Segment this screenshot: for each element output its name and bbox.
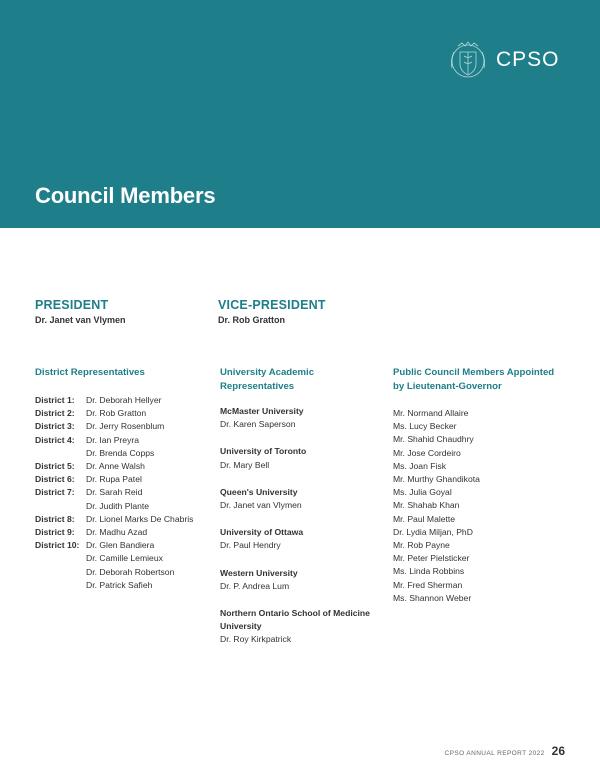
district-member-name: Dr. Jerry Rosenblum xyxy=(86,421,165,432)
district-member-name: Dr. Rob Gratton xyxy=(86,408,147,419)
district-row xyxy=(35,434,210,447)
district-label: District 5: xyxy=(35,461,75,472)
president-block xyxy=(35,298,126,325)
district-row xyxy=(35,526,210,539)
district-label: District 7: xyxy=(35,487,75,498)
university-block xyxy=(220,607,385,647)
district-label xyxy=(35,566,86,579)
district-member-name: Dr. Judith Plante xyxy=(86,500,150,511)
district-row xyxy=(35,552,210,565)
district-label xyxy=(35,552,86,565)
public-member-name: Mr. Shahab Khan xyxy=(393,500,460,511)
public-members-column xyxy=(393,366,573,605)
university-list xyxy=(220,405,385,647)
academic-heading-line2: Representatives xyxy=(220,381,295,392)
academic-representatives-column xyxy=(220,366,385,647)
district-member-name: Dr. Glen Bandiera xyxy=(86,540,155,551)
district-member-name: Dr. Sarah Reid xyxy=(86,487,143,498)
district-row xyxy=(35,539,210,552)
district-row xyxy=(35,407,210,420)
university-representative-name: Dr. P. Andrea Lum xyxy=(220,580,290,591)
academic-heading xyxy=(220,366,385,394)
district-label: District 1: xyxy=(35,395,75,405)
cpso-logo xyxy=(446,40,560,80)
university-name: Queen's University xyxy=(220,486,298,497)
page-footer xyxy=(445,744,565,758)
university-block xyxy=(220,445,385,471)
public-member-name: Mr. Murthy Ghandikota xyxy=(393,474,480,485)
header-banner xyxy=(0,0,600,228)
university-representative-name: Dr. Karen Saperson xyxy=(220,419,296,430)
district-label: District 9: xyxy=(35,527,75,538)
footer-label: CPSO ANNUAL REPORT 2022 xyxy=(444,750,545,757)
university-block xyxy=(220,405,385,431)
public-member-name: Mr. Fred Sherman xyxy=(393,579,463,590)
public-member-name: Ms. Joan Fisk xyxy=(393,460,447,471)
district-member-name: Dr. Rupa Patel xyxy=(86,474,142,485)
district-row xyxy=(35,460,210,473)
page-number: 26 xyxy=(551,744,565,758)
public-member-name: Ms. Julia Goyal xyxy=(393,487,452,498)
public-member-name: Ms. Shannon Weber xyxy=(393,592,472,603)
district-member-name: Dr. Lionel Marks De Chabris xyxy=(86,513,194,524)
public-member-name: Ms. Lucy Becker xyxy=(393,421,457,432)
district-label xyxy=(35,579,86,592)
public-member-name: Ms. Linda Robbins xyxy=(393,566,465,577)
district-member-name: Dr. Anne Walsh xyxy=(86,461,145,472)
public-member-name: Mr. Shahid Chaudhry xyxy=(393,434,474,445)
university-name: McMaster University xyxy=(220,406,304,416)
university-name: Northern Ontario School of Medicine xyxy=(220,608,370,619)
university-block xyxy=(220,486,385,512)
university-block xyxy=(220,567,385,593)
district-member-name: Dr. Madhu Azad xyxy=(86,527,148,538)
public-heading-line2: by Lieutenant-Governor xyxy=(393,381,502,392)
district-label: District 3: xyxy=(35,421,75,432)
university-representative-name: Dr. Janet van Vlymen xyxy=(220,500,302,511)
vice-president-block xyxy=(218,298,326,325)
page-title: Council Members xyxy=(35,183,216,208)
public-member-list xyxy=(393,407,573,605)
district-label: District 10: xyxy=(35,540,80,551)
district-label: District 2: xyxy=(35,408,75,419)
logo-text: CPSO xyxy=(496,48,560,71)
public-heading xyxy=(393,366,573,394)
district-heading: District Representatives xyxy=(35,367,145,378)
academic-heading-line1: University Academic xyxy=(220,367,315,378)
university-representative-name: Dr. Roy Kirkpatrick xyxy=(220,634,292,645)
president-heading: PRESIDENT xyxy=(35,298,109,312)
public-member-name: Mr. Peter Pielsticker xyxy=(393,553,470,564)
district-row xyxy=(35,579,210,592)
vice-president-name: Dr. Rob Gratton xyxy=(218,315,285,325)
university-name: Western University xyxy=(220,567,298,578)
district-list xyxy=(35,394,210,592)
district-row xyxy=(35,447,210,460)
district-member-name: Dr. Brenda Copps xyxy=(86,447,155,458)
district-row xyxy=(35,566,210,579)
district-row xyxy=(35,513,210,526)
district-label: District 8: xyxy=(35,513,75,524)
university-name: University xyxy=(220,621,262,632)
district-label xyxy=(35,500,86,513)
district-member-name: Dr. Camille Lemieux xyxy=(86,553,163,564)
district-member-name: Dr. Deborah Robertson xyxy=(86,566,175,577)
district-label: District 4: xyxy=(35,434,75,445)
district-row xyxy=(35,473,210,486)
university-representative-name: Dr. Mary Bell xyxy=(220,459,270,470)
public-member-name: Mr. Rob Payne xyxy=(393,540,450,551)
district-row xyxy=(35,420,210,433)
district-row xyxy=(35,500,210,513)
district-representatives-column xyxy=(35,366,210,592)
district-label: District 6: xyxy=(35,474,75,485)
district-label xyxy=(35,447,86,460)
president-name: Dr. Janet van Vlymen xyxy=(35,315,126,325)
public-member-name: Mr. Jose Cordeiro xyxy=(393,447,461,458)
district-member-name: Dr. Ian Preyra xyxy=(86,434,140,445)
district-member-name: Dr. Patrick Safieh xyxy=(86,579,153,590)
public-member-name: Mr. Normand Allaire xyxy=(393,408,469,418)
university-block xyxy=(220,526,385,552)
district-member-name: Dr. Deborah Hellyer xyxy=(86,395,162,405)
vice-president-heading: VICE-PRESIDENT xyxy=(218,298,326,312)
university-representative-name: Dr. Paul Hendry xyxy=(220,540,281,551)
public-heading-line1: Public Council Members Appointed xyxy=(393,367,555,378)
district-row xyxy=(35,486,210,499)
public-member-name: Dr. Lydia Miljan, PhD xyxy=(393,526,473,537)
crest-icon xyxy=(446,40,490,80)
public-member-name: Mr. Paul Malette xyxy=(393,513,456,524)
university-name: University of Toronto xyxy=(220,446,307,457)
university-name: University of Ottawa xyxy=(220,527,304,538)
district-row xyxy=(35,394,210,407)
